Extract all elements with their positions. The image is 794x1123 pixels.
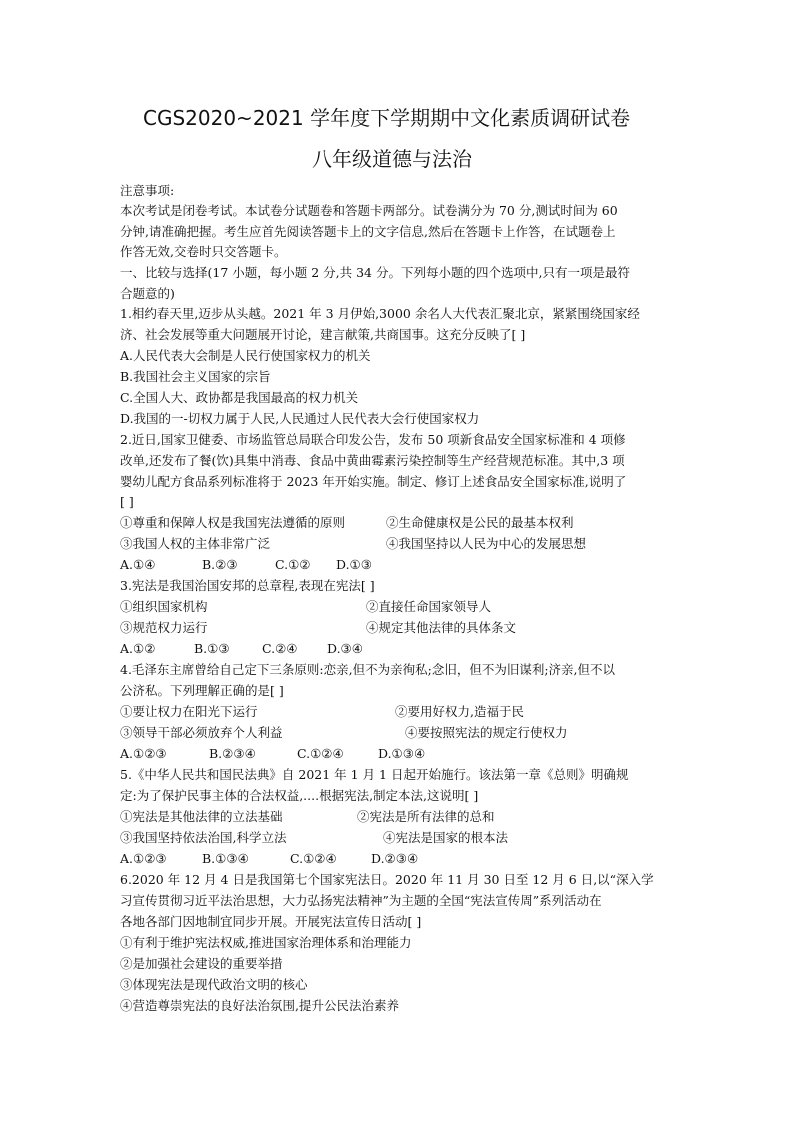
choice: A.①②③: [120, 746, 167, 761]
notice-line: 分钟,请准确把握。考生应首先阅读答题卡上的文字信息,然后在答题卡上作答，在试题卷上: [120, 224, 616, 239]
statement-item: ②是加强社会建设的重要举措: [120, 956, 283, 971]
statement-item: ①要让权力在阳光下运行: [120, 704, 258, 719]
exam-subtitle: 八年级道德与法治: [312, 147, 472, 171]
statement-item: ④宪法是国家的根本法: [383, 830, 509, 845]
statement-item: ①组织国家机构: [120, 599, 208, 614]
question-stem: 4.毛泽东主席曾给自己定下三条原则:恋亲,但不为亲徇私;念旧，但不为旧谋利;济亲,但不以: [120, 662, 616, 677]
choice: B.①③④: [202, 851, 249, 866]
answer-bracket: [ ]: [120, 494, 134, 509]
question-stem: 各地各部门因地制宜同步开展。开展宪法宣传日活动[ ]: [120, 914, 422, 929]
choice: C.②④: [262, 641, 298, 656]
statement-item: ③我国坚持依法治国,科学立法: [120, 830, 287, 845]
notice-heading: 注意事项:: [120, 183, 175, 198]
answer-option: A.人民代表大会制是人民行使国家权力的机关: [120, 348, 371, 363]
question-stem: 公济私。下列理解正确的是[ ]: [120, 683, 284, 698]
choice: D.①③: [336, 557, 372, 572]
choice: D.①③④: [378, 746, 426, 761]
question-stem: 6.2020 年 12 月 4 日是我国第七个国家宪法日。2020 年 11 月 30 日至 12 月 6 日,以“深入学: [120, 872, 654, 887]
question-stem: 定:为了保护民事主体的合法权益,....根据宪法,制定本法,这说明[ ]: [120, 788, 479, 803]
statement-item: ①宪法是其他法律的立法基础: [120, 809, 283, 824]
statement-item: ②生命健康权是公民的最基本权利: [386, 515, 574, 530]
choice: B.②③: [202, 557, 238, 572]
statement-item: ③我国人权的主体非常广泛: [120, 536, 271, 551]
statement-item: ②直接任命国家领导人: [366, 599, 492, 614]
statement-item: ④要按照宪法的规定行使权力: [405, 725, 568, 740]
choice: A.①④: [120, 557, 156, 572]
answer-option: C.全国人大、政协都是我国最高的权力机关: [120, 390, 359, 405]
statement-item: ①有利于维护宪法权威,推进国家治理体系和治理能力: [120, 935, 412, 950]
statement-item: ④我国坚持以人民为中心的发展思想: [386, 536, 587, 551]
choice: D.②③④: [371, 851, 419, 866]
statement-item: ③体现宪法是现代政治文明的核心: [120, 977, 308, 992]
choice: C.①②④: [290, 851, 337, 866]
statement-item: ②要用好权力,造福于民: [395, 704, 524, 719]
choice: C.①②: [275, 557, 311, 572]
question-stem: 改单,还发布了餐(饮)具集中消毒、食品中黄曲霉素污染控制等生产经营规范标准。其中,3 项: [120, 453, 625, 468]
statement-item: ②宪法是所有法律的总和: [357, 809, 495, 824]
choice: C.①②④: [297, 746, 344, 761]
statement-item: ①尊重和保障人权是我国宪法遵循的原则: [120, 515, 346, 530]
question-stem: 3.宪法是我国治国安邦的总章程,表现在宪法[ ]: [120, 578, 375, 593]
section-heading: 一、比较与选择(17 小题，每小题 2 分,共 34 分。下列每小题的四个选项中,只有一项是最符: [120, 265, 630, 280]
choice: A.①②③: [120, 851, 167, 866]
exam-title: CGS2020~2021 学年度下学期期中文化素质调研试卷: [143, 106, 631, 130]
question-stem: 习宣传贯彻习近平法治思想，大力弘扬宪法精神”为主题的全国“宪法宣传周”系列活动在: [120, 893, 602, 908]
statement-item: ④规定其他法律的具体条文: [366, 620, 517, 635]
statement-item: ③规范权力运行: [120, 620, 208, 635]
notice-line: 本次考试是闭卷考试。本试卷分试题卷和答题卡两部分。试卷满分为 70 分,测试时间为 60: [120, 203, 618, 218]
question-stem: 1.相约春天里,迈步从头越。2021 年 3 月伊始,3000 余名人大代表汇聚北京，紧紧围绕国家经: [120, 306, 640, 321]
question-stem: 婴幼儿配方食品系列标准将于 2023 年开始实施。制定、修订上述食品安全国家标准,说明了: [120, 474, 627, 489]
choice: B.②③④: [209, 746, 256, 761]
choice: B.①③: [194, 641, 230, 656]
choice: D.③④: [327, 641, 363, 656]
question-stem: 5.《中华人民共和国民法典》自 2021 年 1 月 1 日起开始施行。该法第一章《总则》明确规: [120, 767, 629, 782]
notice-line: 作答无效,交卷时只交答题卡。: [120, 244, 287, 259]
choice: A.①②: [120, 641, 156, 656]
answer-option: B.我国社会主义国家的宗旨: [120, 369, 271, 384]
answer-option: D.我国的一-切权力属于人民,人民通过人民代表大会行使国家权力: [120, 411, 480, 426]
statement-item: ④营造尊崇宪法的良好法治氛围,提升公民法治素养: [120, 998, 399, 1013]
section-heading: 合题意的): [120, 286, 175, 301]
question-stem: 2.近日,国家卫健委、市场监管总局联合印发公告，发布 50 项新食品安全国家标准和 4 项修: [120, 432, 626, 447]
question-stem: 济、社会发展等重大问题展开讨论，建言献策,共商国事。这充分反映了[ ]: [120, 327, 526, 342]
statement-item: ③领导干部必须放弃个人利益: [120, 725, 283, 740]
